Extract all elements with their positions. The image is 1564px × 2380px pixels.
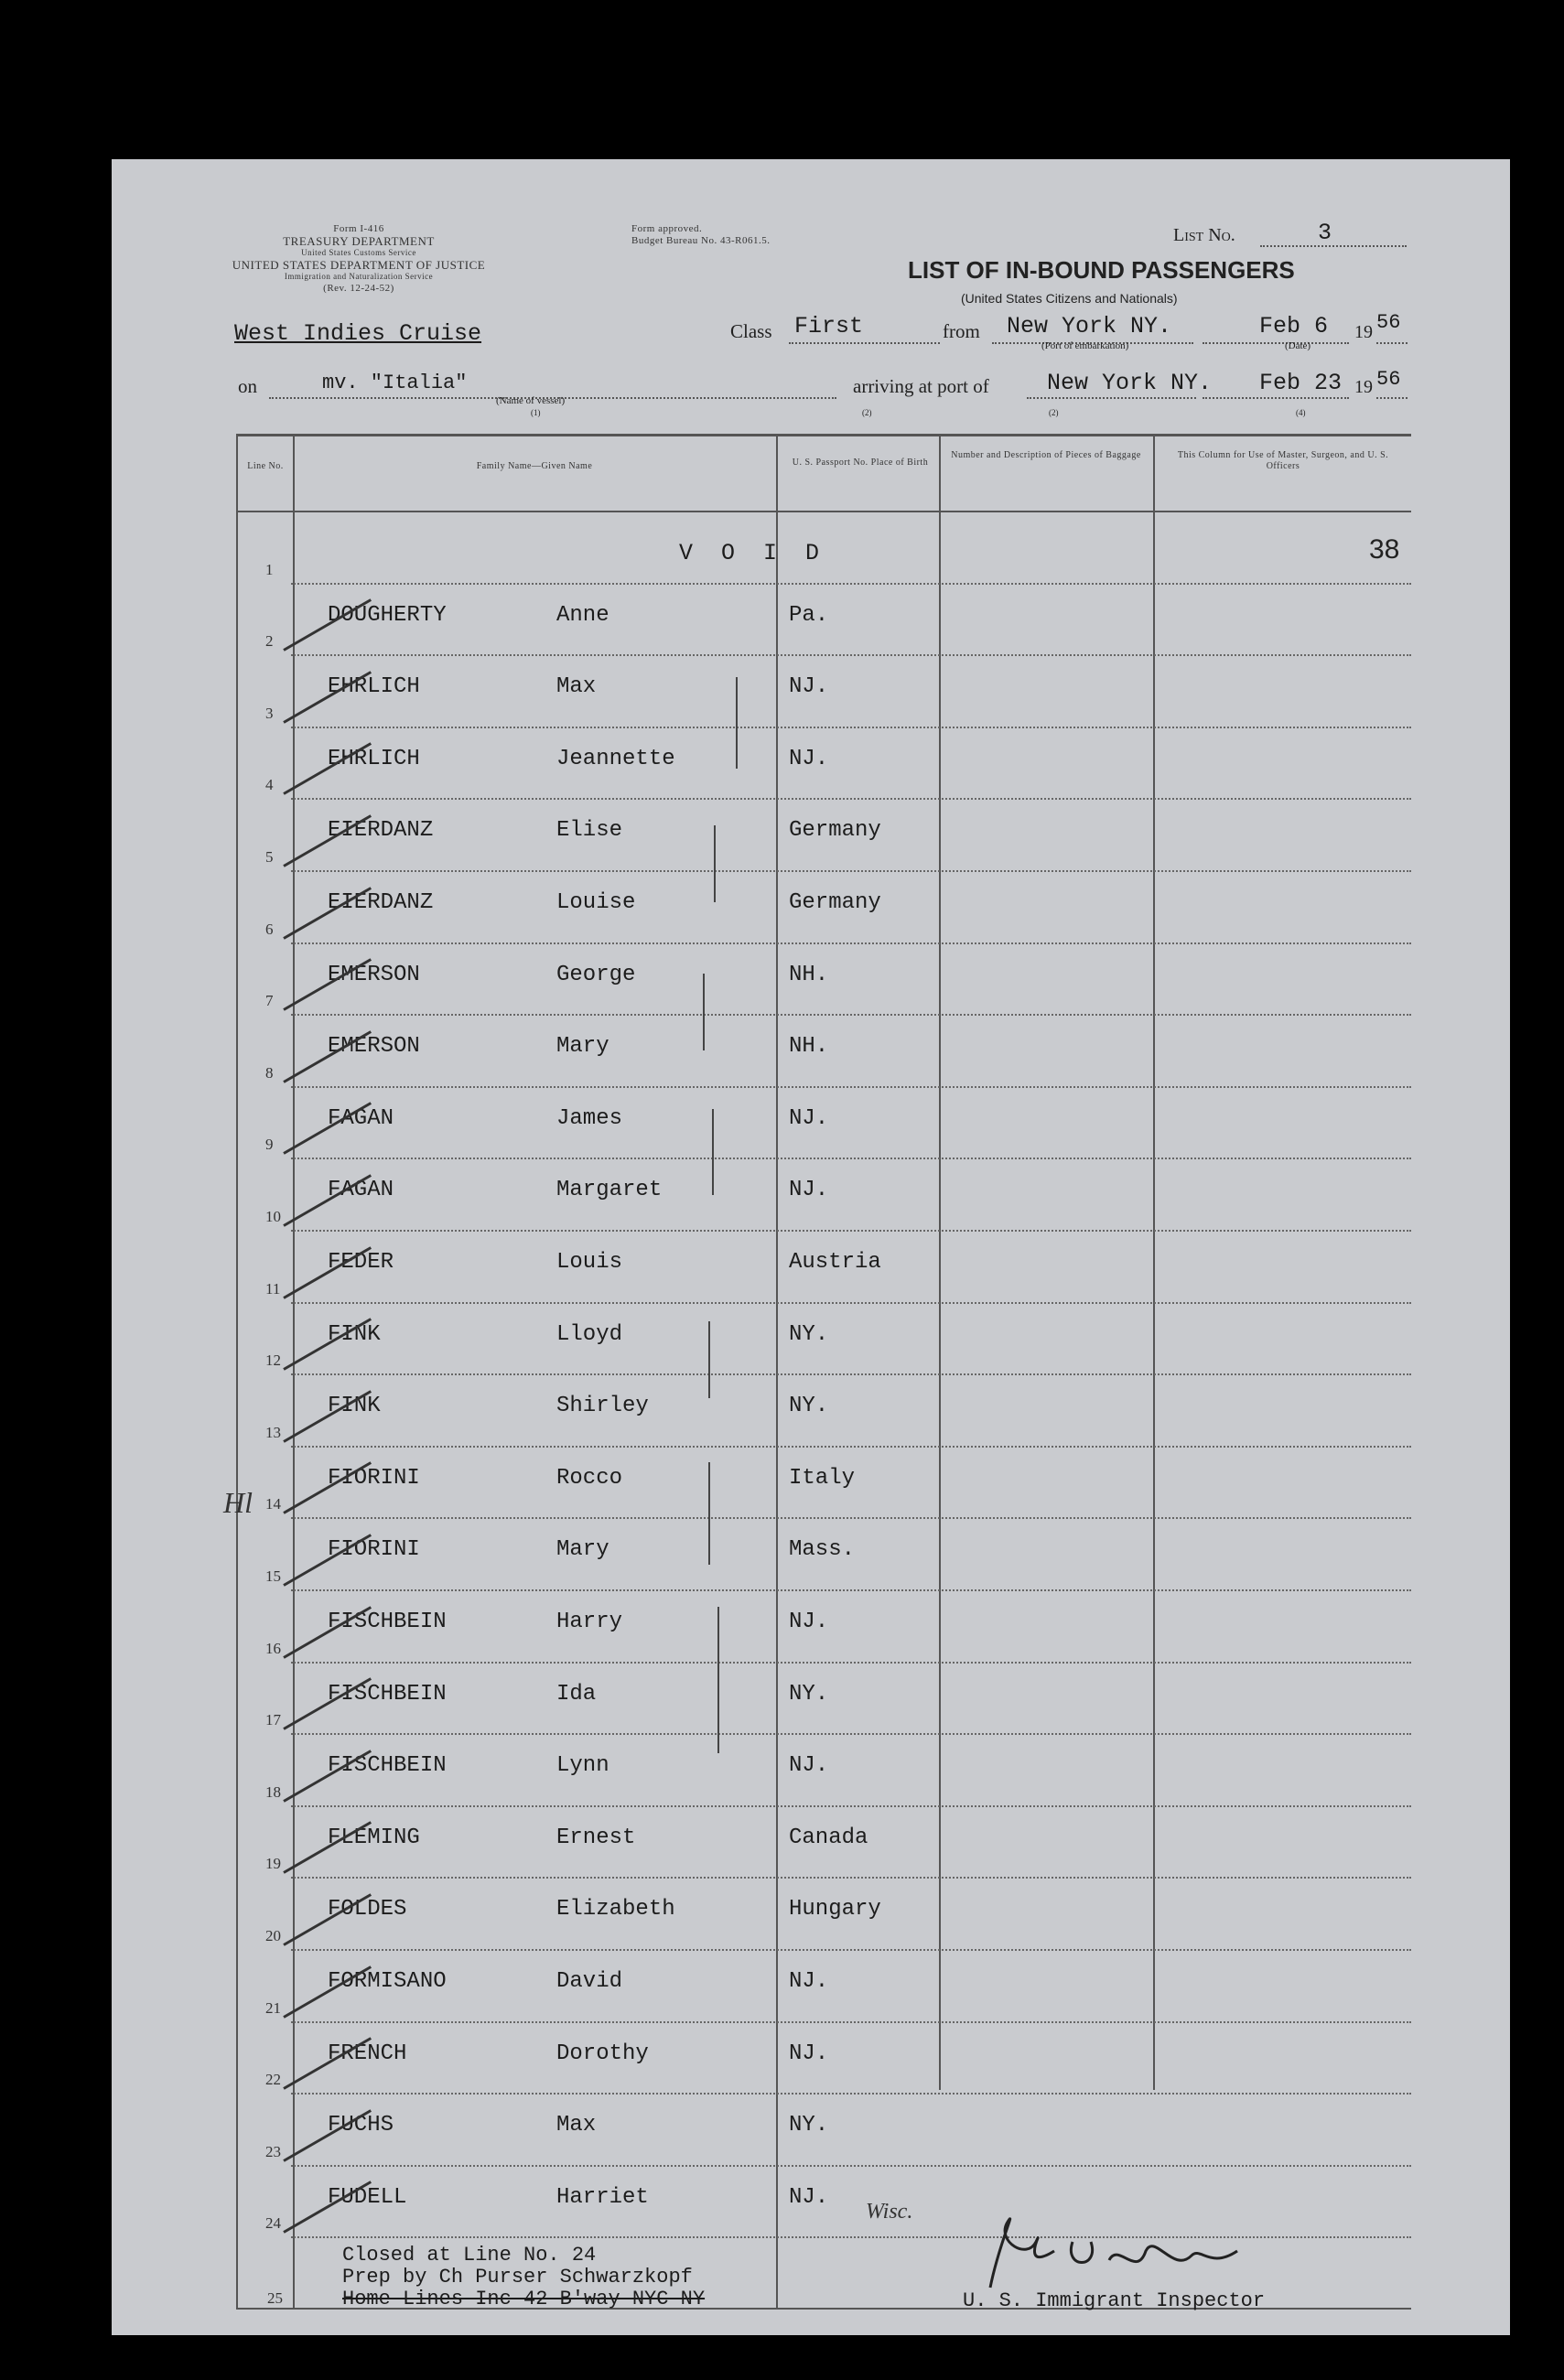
line-number: 20	[265, 1926, 281, 1944]
place-of-birth: NJ.	[789, 1610, 829, 1634]
place-of-birth: NH.	[789, 1034, 829, 1060]
given-name: Mary	[556, 1537, 609, 1563]
line-number: 17	[265, 1711, 281, 1729]
place-of-birth: Austria	[789, 1250, 881, 1275]
col-header-line: Line No.	[247, 461, 284, 471]
family-name: EIERDANZ	[328, 818, 434, 844]
family-name: FOLDES	[328, 1897, 407, 1922]
family-name: FIORINI	[328, 1537, 420, 1563]
table-row	[112, 1664, 1510, 1736]
table-row	[112, 1088, 1510, 1160]
family-name: DOUGHERTY	[328, 602, 447, 628]
line-number: 2	[265, 632, 274, 651]
line-number: 22	[265, 2071, 281, 2089]
table-row	[112, 1735, 1510, 1807]
given-name: Mary	[556, 1034, 609, 1060]
table-row	[112, 800, 1510, 872]
given-name: Margaret	[556, 1178, 663, 1203]
family-bracket	[708, 1321, 710, 1398]
arrival-year: 56	[1376, 368, 1401, 391]
family-name: EHRLICH	[328, 746, 420, 771]
family-name: FINK	[328, 1321, 381, 1347]
place-of-birth: NJ.	[789, 2041, 829, 2066]
table-row	[112, 1448, 1510, 1520]
family-name: EHRLICH	[328, 674, 420, 700]
given-name: George	[556, 962, 636, 987]
class-value: First	[794, 313, 864, 339]
table-row	[112, 2023, 1510, 2095]
handwritten-wisc: Wisc.	[866, 2200, 913, 2224]
given-name: Harry	[556, 1610, 623, 1634]
place-of-birth: NJ.	[789, 746, 829, 771]
line-number: 24	[265, 2214, 281, 2233]
place-of-birth: NY.	[789, 1394, 829, 1419]
table-row	[112, 585, 1510, 657]
list-number-line	[1260, 245, 1407, 247]
line-number-25: 25	[267, 2289, 283, 2307]
place-of-birth: Pa.	[789, 602, 829, 628]
manifest-title: LIST OF IN-BOUND PASSENGERS	[908, 256, 1295, 284]
void-mark: V O I D	[679, 540, 827, 566]
line-number: 10	[265, 1207, 281, 1225]
treasury-dept: TREASURY DEPARTMENT	[283, 234, 435, 248]
line-number: 7	[265, 992, 274, 1010]
line-number: 4	[265, 776, 274, 794]
caption-1: (1)	[531, 408, 541, 417]
table-row	[112, 1304, 1510, 1376]
line-number: 8	[265, 1063, 274, 1082]
line-number: 18	[265, 1782, 281, 1801]
year-prefix: 19	[1354, 322, 1373, 342]
ins-service: Immigration and Naturalization Service	[284, 272, 434, 281]
family-name: FEDER	[328, 1250, 394, 1275]
place-of-birth: Canada	[789, 1825, 868, 1850]
table-row	[112, 1159, 1510, 1232]
table-row	[112, 1591, 1510, 1664]
arrival-port-line	[1027, 397, 1196, 399]
given-name: David	[556, 1969, 623, 1994]
family-name: FISCHBEIN	[328, 1610, 447, 1634]
family-name: FISCHBEIN	[328, 1681, 447, 1707]
col-header-name: Family Name—Given Name	[476, 461, 593, 471]
family-bracket	[714, 825, 716, 902]
given-name: Louise	[556, 890, 636, 915]
place-of-birth: NJ.	[789, 1178, 829, 1203]
family-bracket	[703, 974, 705, 1050]
approval-block	[631, 223, 770, 247]
place-of-birth: NJ.	[789, 1105, 829, 1131]
family-name: FISCHBEIN	[328, 1753, 447, 1779]
col-header-passport: U. S. Passport No. Place of Birth	[792, 458, 929, 468]
table-row	[112, 2167, 1510, 2239]
family-name: FORMISANO	[328, 1969, 447, 1994]
family-name: FIORINI	[328, 1465, 420, 1491]
caption-4: (4)	[1296, 408, 1306, 417]
table-row	[112, 1375, 1510, 1448]
given-name: Dorothy	[556, 2041, 649, 2066]
line-number: 12	[265, 1352, 281, 1370]
family-name: FRENCH	[328, 2041, 407, 2066]
place-of-birth: NJ.	[789, 1753, 829, 1779]
given-name: Rocco	[556, 1465, 623, 1491]
family-bracket	[736, 677, 738, 769]
caption-2a: (2)	[862, 408, 872, 417]
place-of-birth: NY.	[789, 2113, 829, 2138]
given-name: Ernest	[556, 1825, 636, 1850]
table-row	[112, 728, 1510, 801]
margin-note: Hl	[223, 1486, 253, 1519]
agency-block	[231, 223, 487, 295]
embark-year: 56	[1376, 311, 1401, 334]
embark-date: Feb 6	[1259, 313, 1329, 339]
given-name: Louis	[556, 1250, 623, 1275]
given-name: Shirley	[556, 1394, 649, 1419]
table-top-rule	[236, 434, 1411, 436]
arrival-date: Feb 23	[1259, 370, 1343, 396]
revision: (Rev. 12-24-52)	[323, 283, 394, 294]
given-name: James	[556, 1105, 623, 1131]
arriving-label: arriving at port of	[853, 375, 989, 397]
table-row	[112, 1879, 1510, 1951]
col-header-baggage: Number and Description of Pieces of Baggage	[951, 450, 1141, 460]
given-name: Jeannette	[556, 746, 675, 771]
line-number: 19	[265, 1855, 281, 1873]
given-name: Lloyd	[556, 1321, 623, 1347]
given-name: Max	[556, 674, 597, 700]
place-of-birth: Italy	[789, 1465, 856, 1491]
closed-note: Closed at Line No. 24	[342, 2244, 597, 2267]
budget-bureau: Budget Bureau No. 43-R061.5.	[631, 235, 771, 246]
year2-line	[1376, 397, 1408, 399]
family-name: FAGAN	[328, 1105, 394, 1131]
embark-port: New York NY.	[1007, 313, 1172, 339]
prep-note: Prep by Ch Purser Schwarzkopf	[342, 2266, 693, 2288]
col-header-officers: This Column for Use of Master, Surgeon, and U. S. Officers	[1177, 450, 1389, 471]
family-bracket	[717, 1607, 719, 1753]
family-name: EMERSON	[328, 1034, 420, 1060]
line-number: 21	[265, 1998, 281, 2017]
cruise-name: West Indies Cruise	[234, 320, 482, 347]
given-name: Elise	[556, 818, 623, 844]
vessel-caption: (Name of vessel)	[496, 395, 566, 406]
class-label: Class	[730, 320, 772, 342]
line-number: 3	[265, 704, 274, 722]
place-of-birth: NJ.	[789, 1969, 829, 1994]
place-of-birth: NJ.	[789, 2184, 829, 2210]
date-caption: (Date)	[1285, 340, 1311, 351]
given-name: Elizabeth	[556, 1897, 675, 1922]
given-name: Harriet	[556, 2184, 649, 2210]
line-number: 6	[265, 920, 274, 938]
family-name: FUDELL	[328, 2184, 407, 2210]
table-row	[112, 944, 1510, 1017]
date1-line	[1203, 342, 1349, 344]
inspector-signature	[963, 2187, 1265, 2297]
form-number: Form I-416	[333, 223, 384, 234]
place-of-birth: NH.	[789, 962, 829, 987]
family-bracket	[708, 1462, 710, 1565]
family-name: FINK	[328, 1394, 381, 1419]
line-number: 1	[265, 560, 274, 578]
line-number: 16	[265, 1639, 281, 1657]
caption-2b: (2)	[1049, 408, 1059, 417]
line-number: 9	[265, 1136, 274, 1154]
given-name: Anne	[556, 602, 609, 628]
customs-service: United States Customs Service	[301, 248, 416, 257]
on-label: on	[238, 375, 257, 397]
form-approved: Form approved.	[631, 223, 703, 234]
table-row	[112, 1016, 1510, 1088]
from-label: from	[943, 320, 980, 342]
table-row	[112, 1519, 1510, 1591]
manifest-page	[112, 159, 1510, 2335]
place-of-birth: Germany	[789, 818, 881, 844]
agent-note: Home Lines Inc 42 B'way NYC NY	[342, 2288, 706, 2310]
line-number: 15	[265, 1567, 281, 1585]
family-name: FAGAN	[328, 1178, 394, 1203]
given-name: Max	[556, 2113, 597, 2138]
year1-line	[1376, 342, 1408, 344]
vessel-name: mv. "Italia"	[322, 372, 468, 394]
given-name: Ida	[556, 1681, 597, 1707]
family-name: FLEMING	[328, 1825, 420, 1850]
given-name: Lynn	[556, 1753, 609, 1779]
table-row	[112, 1951, 1510, 2023]
place-of-birth: NY.	[789, 1321, 829, 1347]
line-number: 14	[265, 1495, 281, 1513]
date2-line	[1203, 397, 1349, 399]
list-number-value: 3	[1318, 220, 1332, 246]
embark-caption: (Port of embarkation)	[1041, 340, 1129, 351]
table-row	[112, 2095, 1510, 2167]
place-of-birth: NY.	[789, 1681, 829, 1707]
table-row	[112, 872, 1510, 944]
line-number: 11	[265, 1279, 281, 1298]
place-of-birth: Germany	[789, 890, 881, 915]
justice-dept: UNITED STATES DEPARTMENT OF JUSTICE	[232, 258, 486, 272]
inspector-title: U. S. Immigrant Inspector	[963, 2289, 1266, 2312]
manifest-subtitle: (United States Citizens and Nationals)	[961, 291, 1178, 306]
line-number: 23	[265, 2142, 281, 2160]
family-bracket	[712, 1109, 714, 1195]
family-name: EMERSON	[328, 962, 420, 987]
tally-number: 38	[1369, 534, 1400, 565]
class-line	[789, 342, 940, 344]
line-number: 13	[265, 1423, 281, 1441]
family-name: FUCHS	[328, 2113, 394, 2138]
table-row	[112, 656, 1510, 728]
table-row	[112, 1232, 1510, 1304]
list-number-label: List No.	[1173, 225, 1235, 245]
family-name: EIERDANZ	[328, 890, 434, 915]
year-prefix-2: 19	[1354, 377, 1373, 397]
arrival-port: New York NY.	[1047, 370, 1213, 396]
table-row	[112, 1807, 1510, 1879]
line-number: 5	[265, 847, 274, 866]
place-of-birth: Hungary	[789, 1897, 881, 1922]
place-of-birth: Mass.	[789, 1537, 856, 1563]
place-of-birth: NJ.	[789, 674, 829, 700]
